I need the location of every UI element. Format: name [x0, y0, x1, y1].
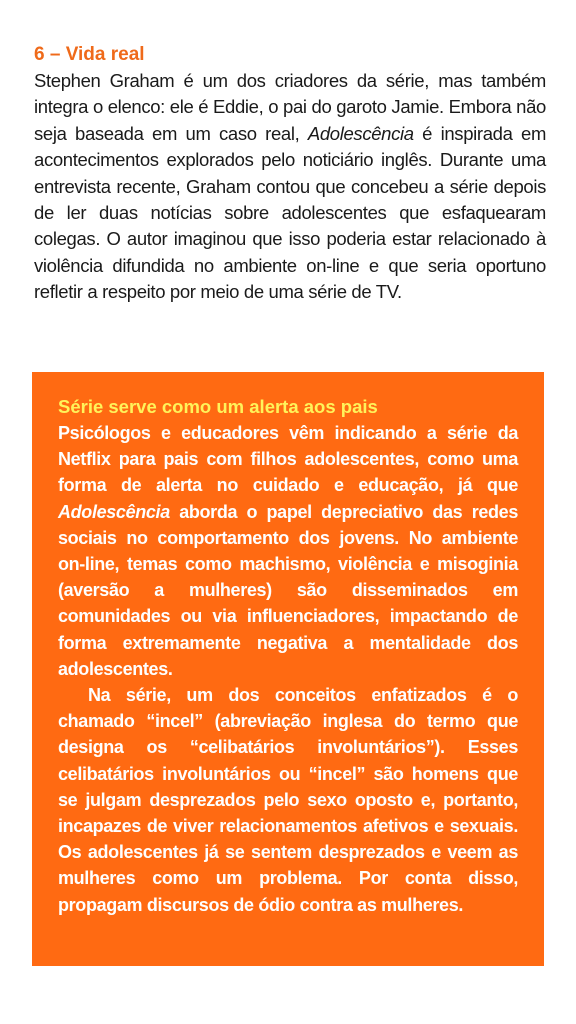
paragraph-text: é inspirada em acontecimentos explorados pelo noticiário inglês. Durante uma entrevista recente, Graham contou que concebeu a série depois de ler duas notícias sobre adolescentes que esfaquearam colegas. O autor imaginou que isso poderia estar relacionado à violência difundida no ambiente on-line e que seria oportuno refletir a respeito por meio de uma série de TV. [34, 122, 546, 303]
highlight-box [32, 372, 544, 966]
paragraph-text: Stephen Graham é um dos criadores da série, mas também integra o elenco: ele é Eddie, o pai do garoto Jamie. Embora não seja baseada em um caso real, [34, 70, 546, 144]
section-title: 6 – Vida real [34, 44, 145, 65]
article-section [34, 42, 546, 306]
box-body [58, 420, 518, 918]
box-paragraph: Na série, um dos conceitos enfatizados é o chamado “incel” (abreviação inglesa do termo que designa os “celibatários involuntários”). Esses celibatários involuntários ou “incel” são homens que se julgam desprezados pelo sexo oposto e, portanto, incapazes de viver relacionamentos afetivos e sexuais. Os adolescentes já se sentem desprezados e veem as mulheres como um problema. Por conta disso, propagam discursos de ódio contra as mulheres. [58, 685, 518, 915]
section-body [34, 68, 546, 306]
series-title-italic: Adolescência [58, 501, 170, 522]
series-title-italic: Adolescência [307, 122, 414, 144]
section-paragraph [34, 68, 546, 306]
box-paragraph [58, 420, 518, 682]
paragraph-text: Psicólogos e educadores vêm indicando a série da Netflix para pais com filhos adolescentes, como uma forma de alerta no cuidado e educação, já que [58, 423, 518, 496]
box-title: Série serve como um alerta aos pais [58, 396, 378, 417]
paragraph-text: aborda o papel depreciativo das redes sociais no comportamento dos jovens. No ambiente on-line, temas como machismo, violência e misoginia (aversão a mulheres) são disseminados em comunidades ou via influenciadores, impactando de forma extremamente negativa a mentalidade dos adolescentes. [58, 501, 518, 679]
